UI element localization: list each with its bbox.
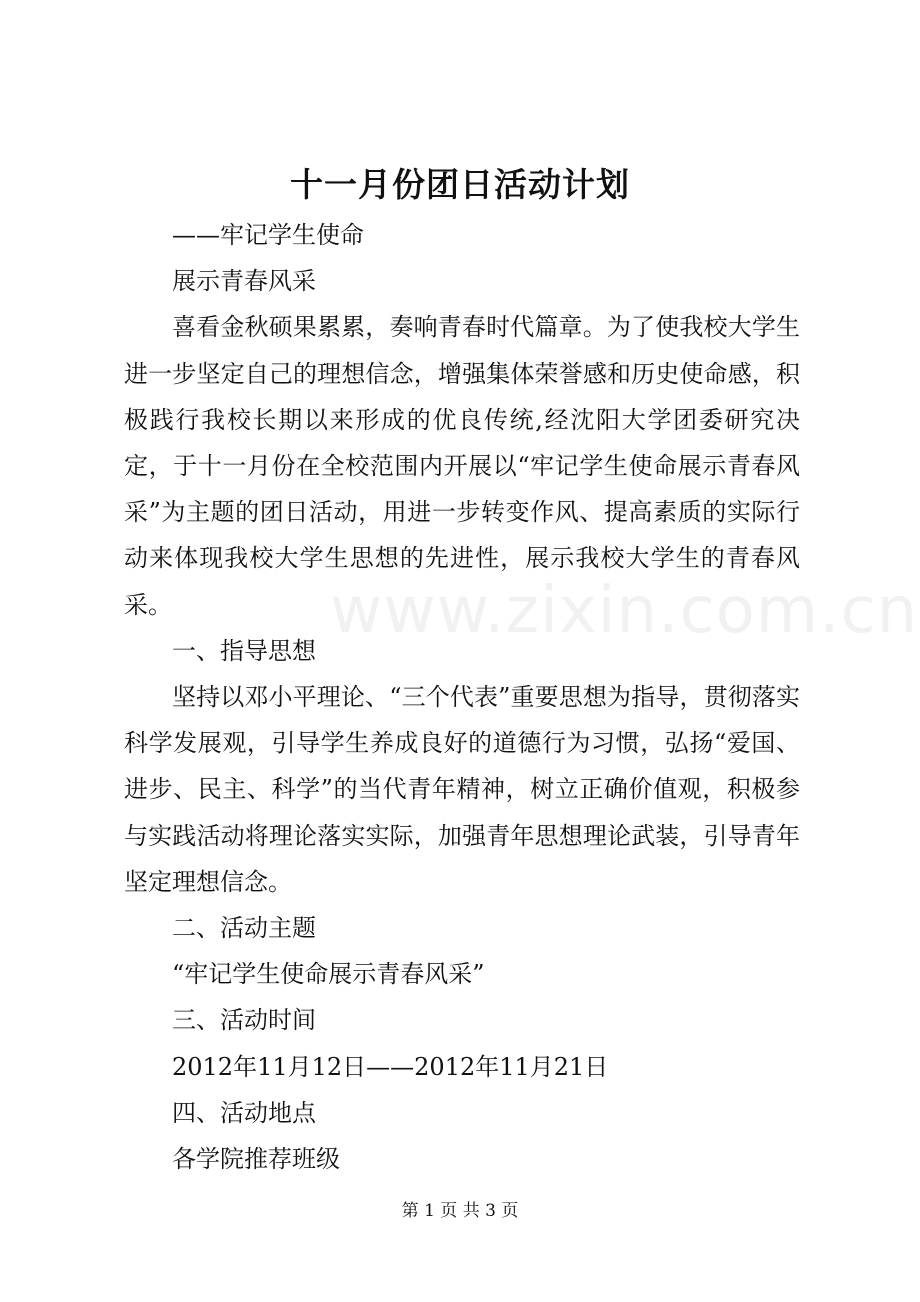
activity-location-text: 各学院推荐班级 <box>172 1145 340 1174</box>
document-title: 十一月份团日活动计划 <box>290 165 630 204</box>
section-heading-activity-theme: 二、活动主题 <box>172 914 316 943</box>
activity-time-text: 2012年11月12日——2012年11月21日 <box>172 1052 609 1081</box>
guiding-ideology-paragraph: 坚持以邓小平理论、“三个代表”重要思想为指导，贯彻落实科学发展观，引导学生养成良好的道德行为习惯，弘扬“爱国、进步、民主、科学”的当代青年精神，树立正确价值观，积极参与实践活动将理论落实实际，加强青年思想理论武装，引导青年坚定理想信念。 <box>124 683 800 896</box>
intro-paragraph: 喜看金秋硕果累累，奏响青春时代篇章。为了使我校大学生进一步坚定自己的理想信念，增强集体荣誉感和历史使命感，积极践行我校长期以来形成的优良传统,经沈阳大学团委研究决定，于十一月份在全校范围内开展以“牢记学生使命展示青春风采”为主题的团日活动，用进一步转变作风、提高素质的实际行动来体现我校大学生思想的先进性，展示我校大学生的青春风采。 <box>124 313 800 619</box>
subtitle-line-1: ——牢记学生使命 <box>172 221 364 249</box>
section-heading-activity-time: 三、活动时间 <box>172 1006 316 1035</box>
activity-theme-text: “牢记学生使命展示青春风采” <box>172 960 485 989</box>
watermark: www.zixin.com.cn <box>330 574 919 648</box>
subtitle-line-2: 展示青春风采 <box>172 267 316 296</box>
section-heading-guiding-ideology: 一、指导思想 <box>172 636 316 665</box>
page-footer: 第 1 页 共 3 页 <box>401 1201 519 1221</box>
section-heading-activity-location: 四、活动地点 <box>172 1098 316 1127</box>
document-body <box>124 212 800 1182</box>
